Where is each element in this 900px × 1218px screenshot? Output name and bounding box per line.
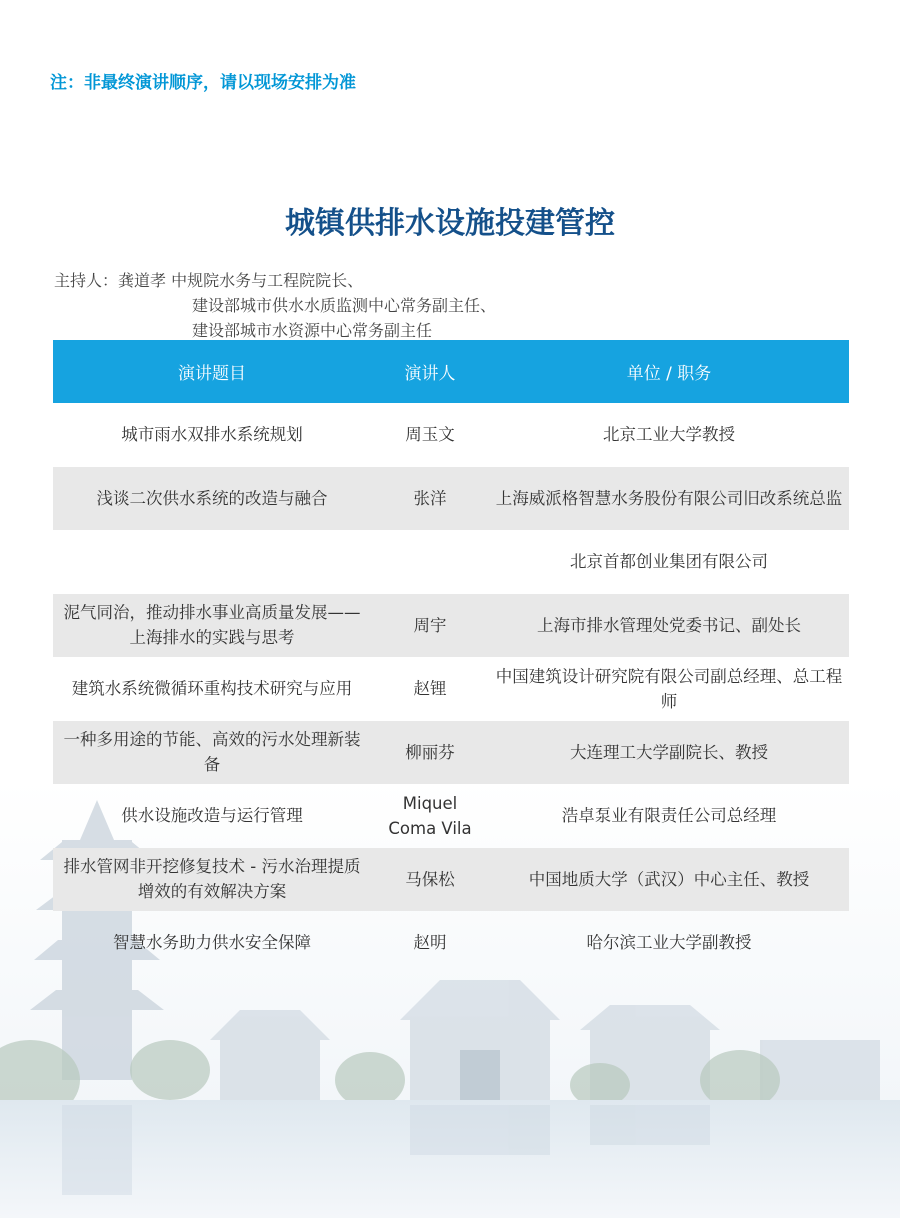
table-row [53, 721, 849, 785]
topic-cell: 建筑水系统微循环重构技术研究与应用 [71, 679, 353, 699]
speaker-cell: 张洋 [371, 467, 489, 531]
organization-cell: 上海威派格智慧水务股份有限公司旧改系统总监 [489, 467, 849, 531]
speaker-cell: 赵锂 [413, 679, 447, 699]
table-row [53, 403, 849, 467]
topic-cell: 泥气同治，推动排水事业高质量发展——上海排水的实践与思考 [53, 594, 371, 658]
speaker-cell: 赵明 [413, 933, 447, 953]
speaker-cell [371, 530, 489, 594]
organization-cell: 北京工业大学教授 [603, 425, 735, 445]
table-row [53, 784, 849, 848]
speaker-cell: 柳丽芬 [371, 721, 489, 785]
topic-cell: 供水设施改造与运行管理 [121, 806, 303, 826]
organization-cell: 中国地质大学（武汉）中心主任、教授 [489, 848, 849, 912]
topic-cell: 排水管网非开挖修复技术 - 污水治理提质增效的有效解决方案 [53, 848, 371, 912]
agenda-table [53, 340, 849, 975]
host-info [54, 268, 496, 343]
table-row [53, 848, 849, 912]
host-line-3: 建设部城市水资源中心常务副主任 [192, 321, 433, 340]
organization-cell: 上海市排水管理处党委书记、副处长 [489, 594, 849, 658]
organization-cell: 浩卓泵业有限责任公司总经理 [561, 806, 777, 826]
table-row [53, 530, 849, 594]
organization-cell: 哈尔滨工业大学副教授 [586, 933, 752, 953]
speaker-cell: 周宇 [371, 594, 489, 658]
topic-cell: 智慧水务助力供水安全保障 [113, 933, 311, 953]
speaker-cell: Miquel Coma Vila [388, 793, 472, 838]
topic-cell: 城市雨水双排水系统规划 [121, 425, 303, 445]
note-text: 注：非最终演讲顺序，请以现场安排为准 [50, 73, 356, 93]
host-line-2: 建设部城市供水水质监测中心常务副主任、 [192, 296, 497, 315]
table-row [53, 657, 849, 721]
header-organization: 单位 / 职务 [489, 340, 849, 403]
table-row [53, 467, 849, 531]
table-row [53, 911, 849, 975]
table-header-row [53, 340, 849, 403]
topic-cell [53, 530, 371, 594]
speaker-cell: 马保松 [371, 848, 489, 912]
organization-cell: 北京首都创业集团有限公司 [570, 552, 768, 572]
header-topic: 演讲题目 [53, 340, 371, 403]
speaker-cell: 周玉文 [405, 425, 455, 445]
trees-shape [0, 1040, 780, 1120]
organization-cell: 大连理工大学副院长、教授 [489, 721, 849, 785]
organization-cell: 中国建筑设计研究院有限公司副总经理、总工程师 [495, 666, 843, 711]
table-row [53, 594, 849, 658]
page-title: 城镇供排水设施投建管控 [285, 206, 615, 241]
buildings-shape [210, 980, 880, 1100]
host-line-1: 主持人：龚道孝 中规院水务与工程院院长、 [54, 271, 364, 290]
topic-cell: 一种多用途的节能、高效的污水处理新装备 [53, 721, 371, 785]
topic-cell: 浅谈二次供水系统的改造与融合 [53, 467, 371, 531]
header-speaker: 演讲人 [371, 340, 489, 403]
